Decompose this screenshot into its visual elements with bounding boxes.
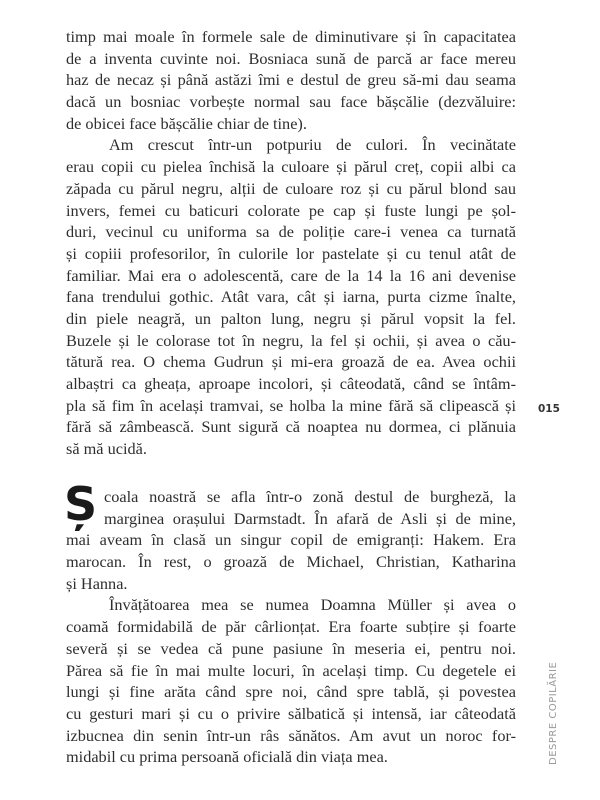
text-line: izbucnea din senin într-un râs sănătos. Am avut un noroc for-	[66, 725, 516, 745]
running-head: DESPRE COPILĂRIE	[548, 661, 559, 765]
page-number: 015	[538, 403, 560, 415]
text-line: pla să fim în același tramvai, se holba la mine fără să clipească și	[66, 395, 516, 415]
text-line: și Hanna.	[66, 573, 128, 593]
text-line: lungi și fine arăta când spre noi, când spre tablă, și povestea	[66, 682, 516, 702]
text-line: fana trendului gothic. Atât vara, cât și iarna, purta cizme înalte,	[66, 287, 516, 307]
text-line: de a inventa cuvinte noi. Bosniaca sună de parcă ar face mereu	[66, 48, 516, 68]
text-line: Învățătoarea mea se numea Doamna Müller și avea o	[109, 595, 516, 615]
text-line: coala noastră se afla într-o zonă destul de burgheză, la	[104, 487, 516, 506]
text-line: cu gesturi mari și cu o privire sălbatică și intensă, iar câteodată	[66, 703, 516, 723]
text-line: severă și se vedea că pune pasiune în meseria ei, pentru noi.	[66, 638, 516, 658]
text-line: tătură rea. O chema Gudrun și mi-era groază de ea. Avea ochii	[66, 352, 516, 372]
text-line: familiar. Mai era o adolescentă, care de la 14 la 16 ani devenise	[66, 265, 516, 285]
text-line: timp mai moale în formele sale de diminutivare și în capacitatea	[66, 27, 516, 46]
text-line: și copiii profesorilor, în culorile lor pastelate și cu tenul atât de	[66, 243, 516, 263]
text-line: Buzele și le colorase tot în negru, la fel și ochii, și avea o cău-	[66, 330, 516, 350]
text-line: fără să zâmbească. Sunt sigură că noaptea nu dormea, ci plănuia	[66, 417, 516, 437]
text-line: marginea orașului Darmstadt. În afară de Asli și de mine,	[104, 508, 516, 528]
text-line: de obicei face bășcălie chiar de tine).	[66, 113, 307, 133]
text-line: midabil cu prima persoană oficială din viața mea.	[66, 747, 388, 767]
text-line: albaștri ca gheața, aproape incolori, și câteodată, când se întâm-	[66, 374, 516, 393]
text-line: dacă un bosniac vorbește normal sau face bășcălie (dezvăluire:	[66, 92, 516, 112]
text-line: erau copii cu pielea închisă la culoare și părul creț, copii albi ca	[66, 157, 516, 177]
drop-cap: Ș	[64, 477, 98, 531]
text-line: din piele neagră, un palton lung, negru și părul vopsit la fel.	[66, 308, 516, 328]
text-line: Părea să fie în mai multe locuri, în același timp. Cu degetele ei	[66, 660, 516, 680]
section-1-text	[66, 26, 516, 460]
text-line: zăpada cu părul negru, alții de culoare roz și cu părul blond sau	[66, 178, 516, 198]
section-2-text	[66, 486, 516, 768]
text-line: Am crescut într-un potpuriu de culori. În vecinătate	[109, 135, 516, 155]
text-line: marocan. În rest, o groază de Michael, Christian, Katharina	[66, 552, 516, 572]
text-line: mai aveam în clasă un singur copil de emigranți: Hakem. Era	[66, 530, 516, 550]
text-line: duri, vecinul cu uniforma sa de poliție care-i venea ca turnată	[66, 222, 516, 242]
text-line: haz de necaz și până astăzi îmi e destul de greu să-mi dau seama	[66, 70, 516, 90]
text-line: să mă ucidă.	[66, 439, 147, 459]
text-line: coamă formidabilă de păr cârlionțat. Era foarte subțire și foarte	[66, 617, 516, 637]
text-line: invers, femei cu baticuri colorate pe cap și fuste lungi pe șol-	[66, 200, 516, 220]
